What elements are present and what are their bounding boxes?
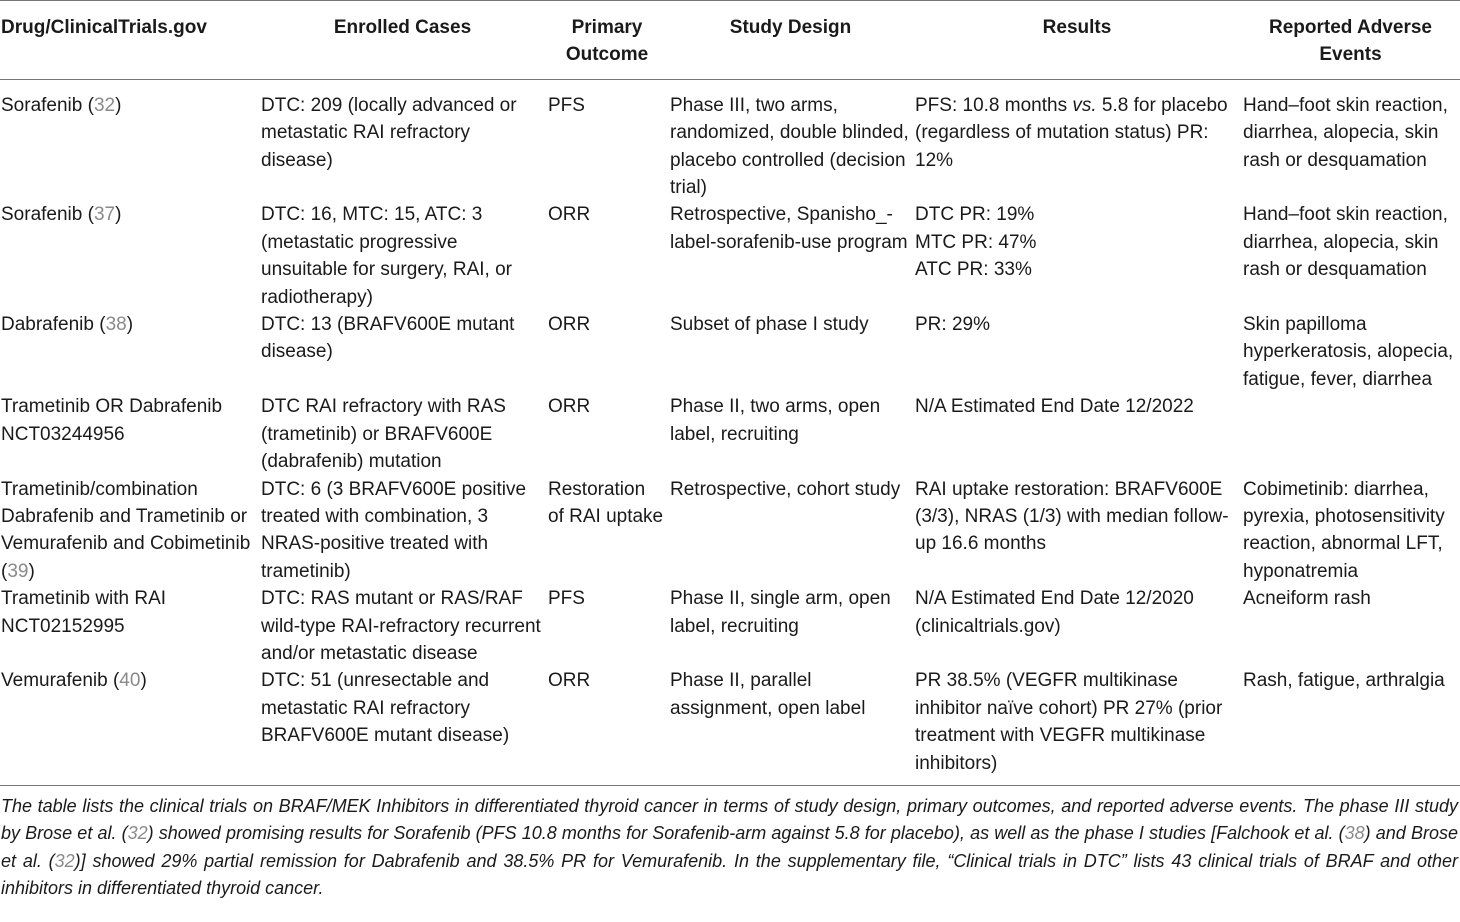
cell-design: Phase III, two arms, randomized, double blinded, placebo controlled (decision trial) — [670, 94, 909, 199]
cell-drug: Sorafenib (32) — [1, 94, 122, 116]
cell-enrolled: DTC: 51 (unresectable and metastatic RAI refractory BRAFV600E mutant disease) — [259, 667, 546, 785]
caption-text: ) and Brose et al. ( — [1, 823, 1458, 871]
header-results: Results — [913, 1, 1241, 80]
cell-adverse: Hand–foot skin reaction, diarrhea, alopecia, skin rash or desquamation — [1243, 94, 1448, 171]
cell-drug — [0, 393, 259, 475]
cell-outcome: PFS — [548, 588, 585, 610]
cell-enrolled: DTC: 13 (BRAFV600E mutant disease) — [261, 314, 515, 363]
cell-outcome: ORR — [548, 396, 591, 418]
cell-adverse — [1241, 393, 1460, 475]
cell-enrolled: DTC: RAS mutant or RAS/RAF wild-type RAI-refractory recurrent and/or metastatic disease — [261, 588, 541, 664]
cell-enrolled: DTC: 6 (3 BRAFV600E positive treated with combination, 3 NRAS-positive treated with trametinib) — [261, 478, 527, 582]
cell-design: Subset of phase I study — [670, 314, 869, 336]
cell-results: N/A Estimated End Date 12/2020 (clinicaltrials.gov) — [915, 588, 1194, 637]
cell-design: Phase II, single arm, open label, recruiting — [670, 588, 891, 637]
cell-outcome: ORR — [548, 204, 591, 226]
table-row — [0, 585, 1460, 667]
header-adverse-events: Reported Adverse Events — [1241, 1, 1460, 80]
cell-drug — [0, 585, 259, 667]
caption-text: The table lists the clinical trials on BRAF/MEK Inhibitors in differentiated thyroid cancer in terms of study design, primary outcomes, and reported adverse events. The phase III study by Brose et al. ( — [1, 795, 1458, 844]
header-enrolled-cases: Enrolled Cases — [259, 1, 546, 80]
caption-text: )] showed 29% partial remission for Dabrafenib and 38.5% PR for Vemurafenib. In the supplementary file, “Clinical trials in DTC” lists 43 clinical trials of BRAF and other inhibitors in differentiated thyroid cancer. — [1, 850, 1458, 899]
cell-enrolled: DTC: 16, MTC: 15, ATC: 3 (metastatic progressive unsuitable for surgery, RAI, or radiotherapy) — [261, 204, 512, 308]
trial-id: NCT02152995 — [1, 615, 125, 637]
drug-name: Dabrafenib — [1, 314, 94, 336]
drug-name: Sorafenib — [1, 94, 83, 116]
drug-name: Trametinib with RAI — [1, 588, 167, 610]
cell-results: N/A Estimated End Date 12/2022 — [915, 396, 1194, 418]
cell-results — [913, 201, 1241, 311]
reference-link[interactable]: 38 — [105, 314, 127, 336]
cell-enrolled: DTC RAI refractory with RAS (trametinib) or BRAFV600E (dabrafenib) mutation — [261, 396, 506, 473]
caption-text: ) showed promising results for Sorafenib (PFS 10.8 months for Sorafenib-arm against 5.8 for placebo), as well as the phase I studies [Falchook et al. ( — [147, 823, 1345, 844]
cell-drug: Sorafenib (37) — [1, 204, 122, 226]
trial-id: NCT03244956 — [1, 423, 125, 445]
drug-name: Sorafenib — [1, 204, 83, 226]
cell-results: PR 38.5% (VEGFR multikinase inhibitor naïve cohort) PR 27% (prior treatment with VEGFR multikinase inhibitors) — [913, 667, 1241, 785]
results-text: 5.8 for placebo (regardless of mutation status) PR: 12% — [915, 94, 1228, 171]
cell-outcome: ORR — [546, 667, 668, 785]
table-row — [0, 79, 1460, 201]
reference-link[interactable]: 39 — [7, 560, 29, 582]
cell-drug: Vemurafenib (40) — [0, 667, 259, 785]
table-row — [0, 311, 1460, 393]
cell-enrolled: DTC: 209 (locally advanced or metastatic RAI refractory disease) — [261, 94, 517, 171]
header-primary-outcome: Primary Outcome — [546, 1, 668, 80]
cell-outcome: Restoration of RAI uptake — [548, 478, 664, 527]
drug-name: Trametinib/combination Dabrafenib and Trametinib or Vemurafenib and Cobimetinib — [1, 478, 251, 555]
header-study-design: Study Design — [668, 1, 913, 80]
results-line: ATC PR: 33% — [915, 259, 1032, 281]
cell-adverse: Hand–foot skin reaction, diarrhea, alopecia, skin rash or desquamation — [1243, 204, 1448, 281]
cell-design: Retrospective, Spanisho_-label-sorafenib-use program — [670, 204, 908, 253]
reference-link[interactable]: 40 — [119, 670, 141, 692]
table-header-row — [0, 1, 1460, 80]
cell-design: Phase II, parallel assignment, open label — [668, 667, 913, 785]
cell-drug: Dabrafenib (38) — [1, 314, 134, 336]
cell-adverse: Cobimetinib: diarrhea, pyrexia, photosensitivity reaction, abnormal LFT, hyponatremia — [1243, 478, 1445, 582]
results-text: PFS: 10.8 months — [915, 94, 1073, 116]
cell-adverse: Rash, fatigue, arthralgia — [1241, 667, 1460, 785]
reference-link[interactable]: 32 — [93, 94, 116, 116]
table-row — [0, 393, 1460, 475]
cell-outcome: PFS — [548, 94, 585, 116]
table-row — [0, 476, 1460, 586]
reference-link[interactable]: 37 — [93, 204, 116, 226]
reference-link[interactable]: 38 — [1344, 823, 1365, 844]
cell-design: Phase II, two arms, open label, recruiting — [670, 396, 881, 445]
cell-results: PR: 29% — [915, 314, 990, 336]
cell-adverse: Acneiform rash — [1243, 588, 1371, 610]
table-row — [0, 201, 1460, 311]
cell-drug: Trametinib/combination Dabrafenib and Trametinib or Vemurafenib and Cobimetinib (39) — [1, 478, 251, 582]
results-line: DTC PR: 19% — [915, 204, 1035, 226]
table-caption — [0, 786, 1460, 903]
cell-results — [913, 79, 1241, 201]
cell-results: RAI uptake restoration: BRAFV600E (3/3), NRAS (1/3) with median follow-up 16.6 months — [915, 478, 1229, 555]
table-row — [0, 667, 1460, 785]
results-vs: vs. — [1072, 94, 1097, 116]
drug-name: Trametinib OR Dabrafenib — [1, 396, 223, 418]
reference-link[interactable]: 32 — [54, 850, 75, 871]
reference-link[interactable]: 32 — [127, 823, 148, 844]
drug-name: Vemurafenib — [1, 670, 108, 692]
cell-design: Retrospective, cohort study — [670, 478, 901, 500]
cell-outcome: ORR — [548, 314, 591, 336]
results-line: MTC PR: 47% — [915, 231, 1037, 253]
header-drug: Drug/ClinicalTrials.gov — [0, 1, 259, 80]
cell-adverse: Skin papilloma hyperkeratosis, alopecia, fatigue, fever, diarrhea — [1243, 314, 1454, 390]
